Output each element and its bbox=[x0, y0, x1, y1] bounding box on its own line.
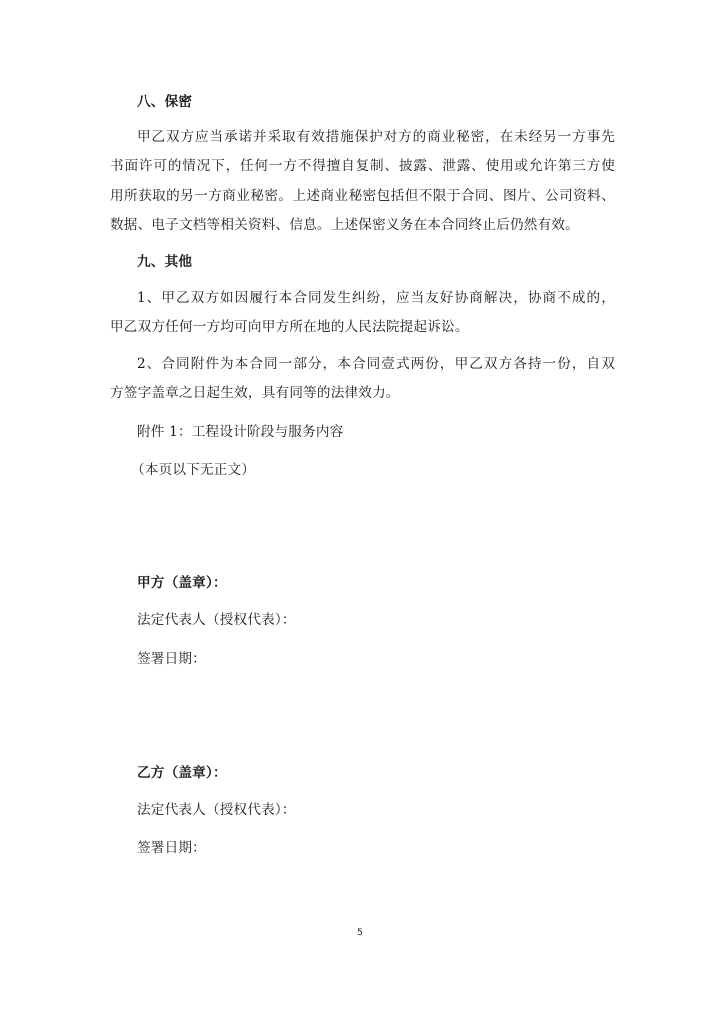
party-b-title: 乙方（盖章）： bbox=[137, 765, 227, 781]
party-a-title: 甲方（盖章）： bbox=[137, 575, 227, 591]
section-9-item-2-line-2: 方签字盖章之日起生效，具有同等的法律效力。 bbox=[110, 385, 400, 401]
section-8-line-3: 用所获取的另一方商业秘密。上述商业秘密包括但不限于合同、图片、公司资料、 bbox=[110, 188, 615, 204]
party-a-representative: 法定代表人（授权代表）： bbox=[137, 612, 296, 628]
section-8-line-2: 书面许可的情况下，任何一方不得擅自复制、披露、泄露、使用或允许第三方使 bbox=[110, 158, 615, 174]
no-more-text-note: （本页以下无正文） bbox=[131, 462, 256, 478]
section-8-line-4: 数据、电子文档等相关资料、信息。上述保密义务在本合同终止后仍然有效。 bbox=[110, 217, 579, 233]
page-number: 5 bbox=[357, 928, 363, 938]
party-b-representative: 法定代表人（授权代表）： bbox=[137, 802, 296, 818]
section-9-heading: 九、其他 bbox=[137, 254, 193, 270]
attachment-reference: 附件 1：工程设计阶段与服务内容 bbox=[137, 424, 344, 440]
section-8-heading: 八、保密 bbox=[137, 94, 193, 110]
party-b-date: 签署日期： bbox=[137, 840, 206, 856]
section-9-item-1-line-1: 1、甲乙双方如因履行本合同发生纠纷，应当友好协商解决，协商不成的， bbox=[137, 290, 615, 306]
section-9-item-2-line-1: 2、合同附件为本合同一部分，本合同壹式两份，甲乙双方各持一份，自双 bbox=[137, 356, 615, 372]
section-8-line-1: 甲乙双方应当承诺并采取有效措施保护对方的商业秘密，在未经另一方事先 bbox=[137, 129, 615, 145]
section-9-item-1-line-2: 甲乙双方任何一方均可向甲方所在地的人民法院提起诉讼。 bbox=[110, 319, 469, 335]
party-a-date: 签署日期： bbox=[137, 651, 206, 667]
